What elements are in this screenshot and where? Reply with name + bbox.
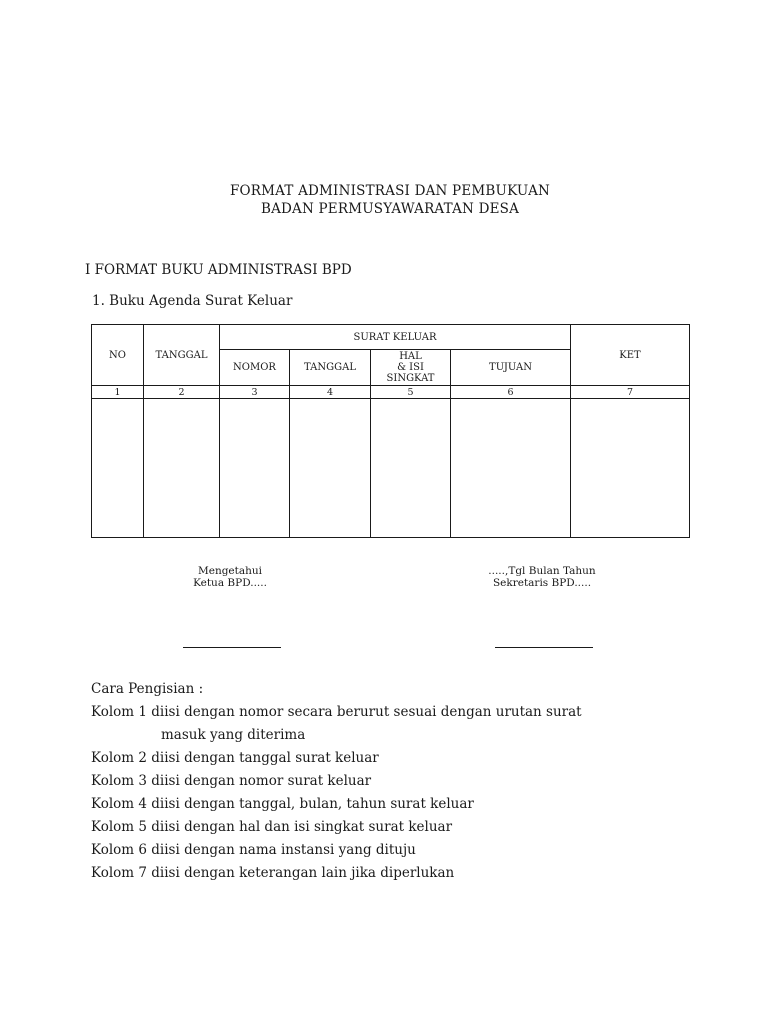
instruction-kolom5: Kolom 5 diisi dengan hal dan isi singkat surat keluar <box>91 819 453 835</box>
table-cell <box>451 399 571 538</box>
column-number: 4 <box>290 386 371 399</box>
agenda-table <box>91 324 690 538</box>
instruction-kolom6: Kolom 6 diisi dengan nama instansi yang dituju <box>91 842 416 858</box>
signature-left-role: Ketua BPD..... <box>193 577 267 589</box>
subheader-hal-line2: & ISI <box>397 362 424 373</box>
document-title-line2: BADAN PERMUSYAWARATAN DESA <box>260 201 520 217</box>
table-header-row <box>92 325 690 350</box>
table-cell <box>290 399 371 538</box>
table-cell <box>371 399 451 538</box>
document-title-line1: FORMAT ADMINISTRASI DAN PEMBUKUAN <box>229 183 551 199</box>
table-row <box>92 399 690 538</box>
instruction-kolom4: Kolom 4 diisi dengan tanggal, bulan, tahun surat keluar <box>91 796 474 812</box>
signature-line-right <box>495 647 593 648</box>
subheader-hal-isi-singkat <box>371 350 451 386</box>
instruction-kolom1-continued: masuk yang diterima <box>161 727 306 743</box>
column-number: 5 <box>371 386 451 399</box>
column-number: 2 <box>144 386 220 399</box>
header-tanggal: TANGGAL <box>144 325 220 386</box>
header-surat-keluar: SURAT KELUAR <box>220 325 571 350</box>
instruction-kolom3: Kolom 3 diisi dengan nomor surat keluar <box>91 773 372 789</box>
subheader-hal-line3: SINGKAT <box>386 373 435 384</box>
header-no: NO <box>92 325 144 386</box>
signature-right-role: Sekretaris BPD..... <box>492 577 592 589</box>
instruction-kolom1: Kolom 1 diisi dengan nomor secara berurut sesuai dengan urutan surat <box>91 704 582 720</box>
subheader-tujuan: TUJUAN <box>451 350 571 386</box>
column-number: 1 <box>92 386 144 399</box>
table-cell <box>571 399 690 538</box>
instruction-kolom2: Kolom 2 diisi dengan tanggal surat keluar <box>91 750 379 766</box>
subheader-nomor: NOMOR <box>220 350 290 386</box>
header-ket: KET <box>571 325 690 386</box>
subheader-tanggal: TANGGAL <box>290 350 371 386</box>
signature-right-date: .....,Tgl Bulan Tahun <box>488 565 596 577</box>
table-cell <box>220 399 290 538</box>
signature-left-title: Mengetahui <box>197 565 263 577</box>
column-number: 6 <box>451 386 571 399</box>
column-number: 3 <box>220 386 290 399</box>
instructions-heading: Cara Pengisian : <box>91 681 204 697</box>
column-number: 7 <box>571 386 690 399</box>
table-column-numbers <box>92 386 690 399</box>
subsection-heading: 1. Buku Agenda Surat Keluar <box>92 293 293 309</box>
table-cell <box>92 399 144 538</box>
instruction-kolom7: Kolom 7 diisi dengan keterangan lain jika diperlukan <box>91 865 455 881</box>
signature-line-left <box>183 647 281 648</box>
section-heading: I FORMAT BUKU ADMINISTRASI BPD <box>85 262 352 278</box>
table-cell <box>144 399 220 538</box>
subheader-hal-line1: HAL <box>399 351 422 362</box>
